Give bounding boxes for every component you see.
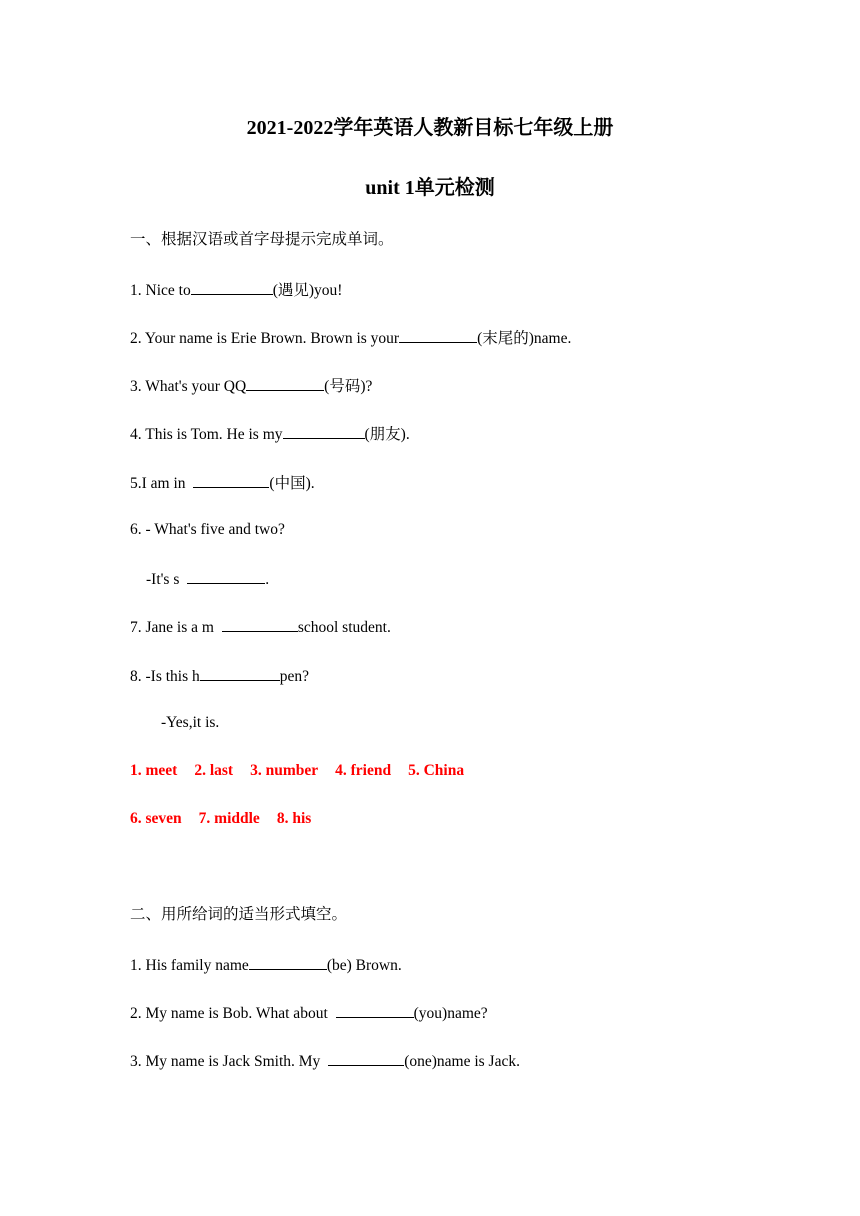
answer-blank [399,327,477,343]
answer-key-item: 4. friend [335,762,392,779]
s1-question-8-reply: -Yes,it is. [161,714,220,731]
answer-key-row-2 [130,809,328,829]
answer-key-item: 8. his [276,810,312,827]
answer-blank [200,665,280,681]
answer-key-item: 1. meet [130,762,178,779]
s1-question-6-answer-line: -It's s . [146,568,269,590]
s1-question-5: 5.I am in (中国). [130,472,315,494]
section1-heading: 一、根据汉语或首字母提示完成单词。 [130,231,394,248]
s1-question-6: 6. - What's five and two? [130,521,285,538]
s1-question-8: 8. -Is this h pen? [130,665,309,687]
s1-question-7: 7. Jane is a m school student. [130,616,391,638]
answer-blank [249,954,327,970]
answer-blank [246,375,324,391]
s1-question-1: 1. Nice to (遇见)you! [130,279,342,301]
document-subtitle: unit 1单元检测 [365,177,495,199]
answer-blank [191,279,273,295]
answer-blank [283,423,365,439]
answer-key-item: 2. last [194,762,234,779]
answer-blank [336,1002,414,1018]
answer-blank [187,568,265,584]
answer-blank [328,1050,404,1066]
answer-key-row-1 [130,761,481,781]
answer-key-item: 7. middle [198,810,260,827]
s2-question-2: 2. My name is Bob. What about (you)name? [130,1002,488,1024]
document-title: 2021-2022学年英语人教新目标七年级上册 [246,117,614,139]
s1-question-2: 2. Your name is Erie Brown. Brown is your (末尾的)name. [130,327,571,349]
answer-blank [193,472,269,488]
answer-blank [222,616,298,632]
answer-key-item: 6. seven [130,810,182,827]
s2-question-3: 3. My name is Jack Smith. My (one)name is Jack. [130,1050,520,1072]
s2-question-1: 1. His family name (be) Brown. [130,954,402,976]
s1-question-4: 4. This is Tom. He is my (朋友). [130,423,410,445]
section2-heading: 二、用所给词的适当形式填空。 [130,906,348,923]
s1-question-3: 3. What's your QQ (号码)? [130,375,372,397]
answer-key-item: 3. number [250,762,319,779]
answer-key-item: 5. China [408,762,465,779]
